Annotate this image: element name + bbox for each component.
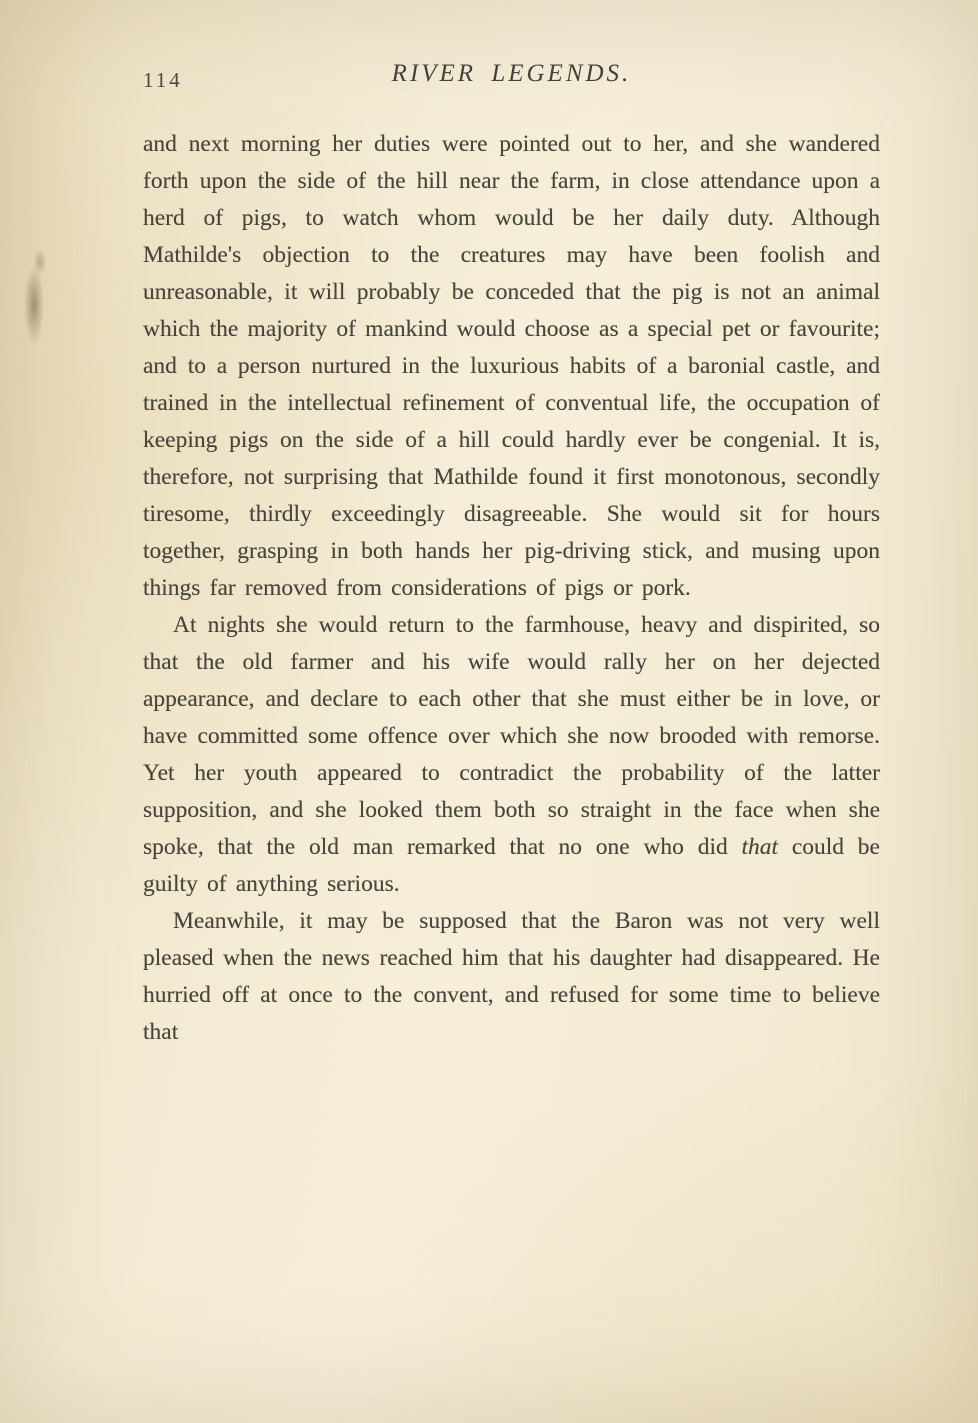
text-run: and next morning her duties were pointed out to her, and she wandered forth upon the side of the hill near the farm, in close attendance upon a herd of pigs, to watch whom would be her daily duty. Although Mathilde's objection to the creatures may have been foolish and unreasonable, it will probably be conceded that the pig is not an animal which the majority of mankind would choose as a special pet or favourite; and to a person nurtured in the luxurious habits of a baronial castle, and trained in the intellectual refinement of conventual life, the occupation of keeping pigs on the side of a hill could hardly ever be congenial. It is, therefore, not surprising that Mathilde found it first monotonous, secondly tiresome, thirdly exceedingly disagreeable. She would sit for hours together, grasping in both hands her pig-driving stick, and musing upon things far removed from considerations of pigs or pork. [143,131,880,601]
paragraph [143,607,880,903]
text-run: could be guilty of anything serious. [143,834,880,897]
page-header [143,60,880,100]
text-run: Meanwhile, it may be supposed that the Baron was not very well pleased when the news reached him that his daughter had disappeared. He hurried off at once to the convent, and refused for some time to believe that [143,908,880,1045]
page-number: 114 [143,68,183,92]
paragraph [143,126,880,607]
paragraph [143,903,880,1051]
running-title: RIVER LEGENDS. [391,60,632,87]
text-run: At nights she would return to the farmhouse, heavy and dispirited, so that the old farmer and his wife would rally her on her dejected appearance, and declare to each other that she must either be in love, or have committed some offence over which she now brooded with remorse. Yet her youth appeared to contradict the probability of the latter supposition, and she looked them both so straight in the face when she spoke, that the old man remarked that no one who did [143,612,880,860]
page-body [143,126,880,1051]
italic-text-run: that [741,834,779,860]
